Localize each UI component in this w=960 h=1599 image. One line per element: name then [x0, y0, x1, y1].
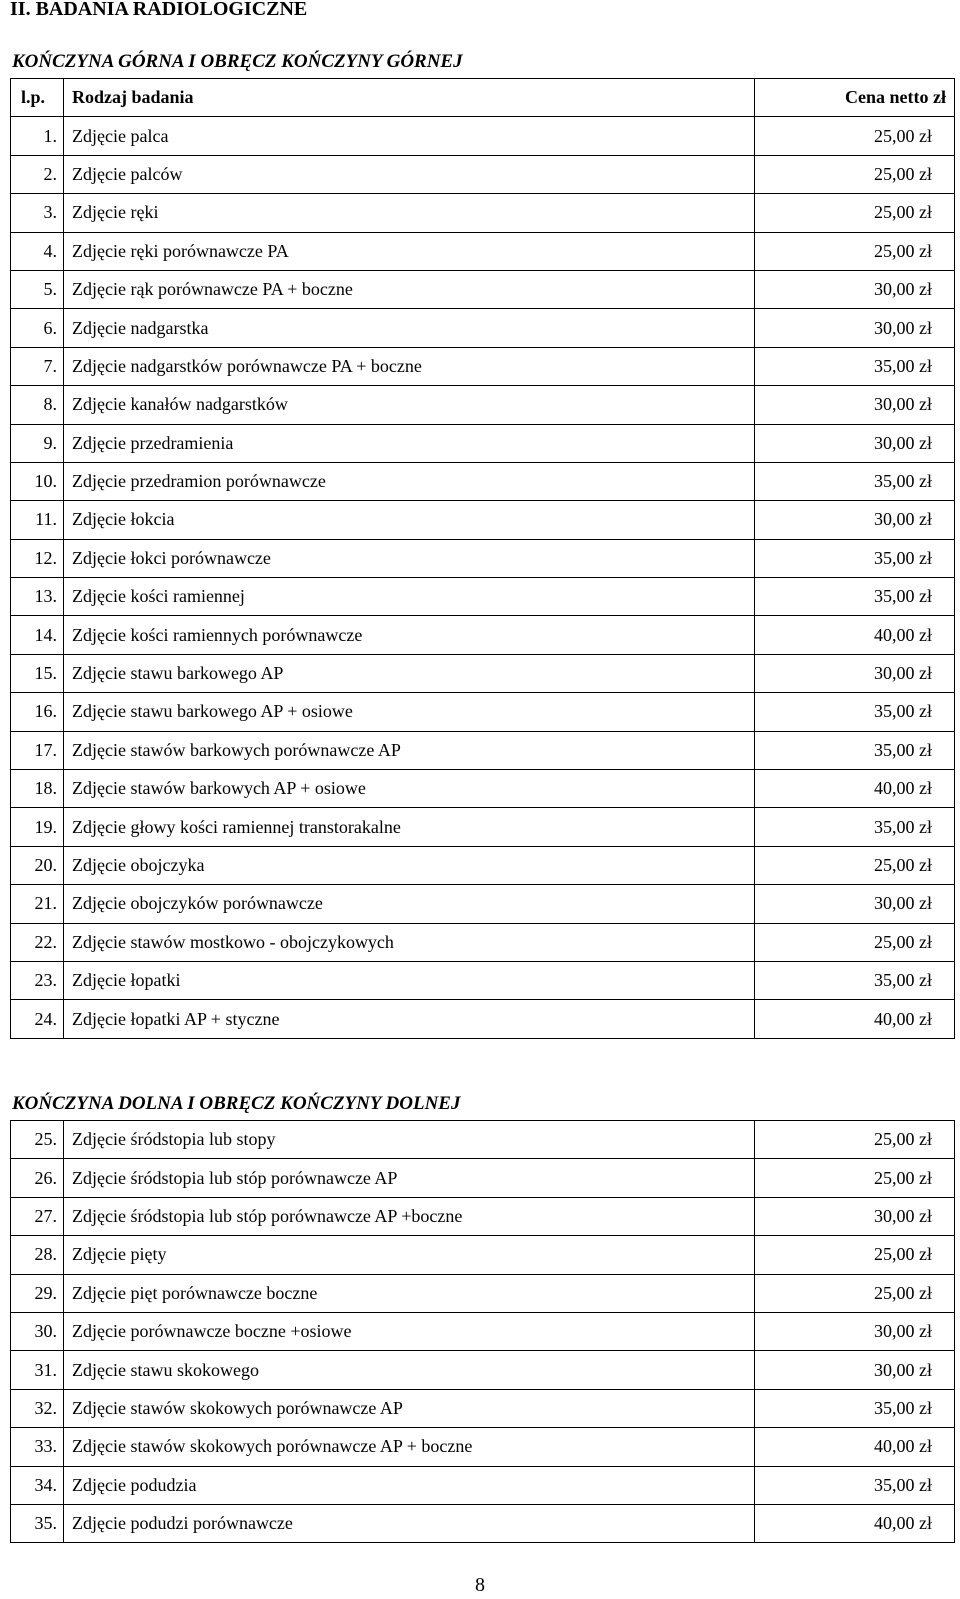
row-number: 19.	[11, 808, 64, 846]
table-row	[11, 731, 955, 769]
table-row	[11, 501, 955, 539]
row-number: 13.	[11, 578, 64, 616]
table-row	[11, 654, 955, 692]
section-title-upper-limb: KOŃCZYNA GÓRNA I OBRĘCZ KOŃCZYNY GÓRNEJ	[12, 51, 463, 72]
exam-name: Zdjęcie śródstopia lub stopy	[64, 1121, 755, 1159]
exam-price: 30,00 zł	[755, 1197, 955, 1235]
exam-price: 25,00 zł	[755, 232, 955, 270]
row-number: 2.	[11, 155, 64, 193]
table-row	[11, 1466, 955, 1504]
row-number: 6.	[11, 309, 64, 347]
exam-name: Zdjęcie palca	[64, 117, 755, 155]
row-number: 23.	[11, 961, 64, 999]
exam-price: 30,00 zł	[755, 386, 955, 424]
exam-price: 25,00 zł	[755, 923, 955, 961]
row-number: 7.	[11, 347, 64, 385]
row-number: 24.	[11, 1000, 64, 1038]
table-row	[11, 270, 955, 308]
table-row	[11, 117, 955, 155]
exam-name: Zdjęcie przedramienia	[64, 424, 755, 462]
exam-name: Zdjęcie łokci porównawcze	[64, 539, 755, 577]
exam-name: Zdjęcie podudzi porównawcze	[64, 1504, 755, 1542]
table-row	[11, 616, 955, 654]
row-number: 25.	[11, 1121, 64, 1159]
row-number: 21.	[11, 885, 64, 923]
exam-price: 35,00 zł	[755, 961, 955, 999]
exam-price: 35,00 zł	[755, 347, 955, 385]
row-number: 35.	[11, 1504, 64, 1542]
table-row	[11, 309, 955, 347]
row-number: 14.	[11, 616, 64, 654]
exam-name: Zdjęcie stawów skokowych porównawcze AP + boczne	[64, 1428, 755, 1466]
exam-name: Zdjęcie stawów barkowych AP + osiowe	[64, 770, 755, 808]
table-row	[11, 462, 955, 500]
table-row	[11, 1274, 955, 1312]
table-body-lower-limb	[11, 1121, 955, 1543]
exam-name: Zdjęcie łokcia	[64, 501, 755, 539]
exam-price: 35,00 zł	[755, 693, 955, 731]
row-number: 3.	[11, 194, 64, 232]
row-number: 18.	[11, 770, 64, 808]
table-row	[11, 155, 955, 193]
exam-price: 25,00 zł	[755, 155, 955, 193]
exam-name: Zdjęcie kości ramiennych porównawcze	[64, 616, 755, 654]
table-row	[11, 1159, 955, 1197]
exam-name: Zdjęcie łopatki	[64, 961, 755, 999]
exam-price: 25,00 zł	[755, 117, 955, 155]
table-row	[11, 539, 955, 577]
row-number: 27.	[11, 1197, 64, 1235]
row-number: 32.	[11, 1389, 64, 1427]
exam-price: 30,00 zł	[755, 654, 955, 692]
exam-name: Zdjęcie obojczyka	[64, 846, 755, 884]
exam-name: Zdjęcie śródstopia lub stóp porównawcze AP	[64, 1159, 755, 1197]
table-row	[11, 424, 955, 462]
exam-price: 30,00 zł	[755, 501, 955, 539]
exam-price: 30,00 zł	[755, 309, 955, 347]
exam-name: Zdjęcie stawów skokowych porównawcze AP	[64, 1389, 755, 1427]
exam-price: 35,00 zł	[755, 731, 955, 769]
table-row	[11, 1504, 955, 1542]
exam-name: Zdjęcie pięty	[64, 1236, 755, 1274]
exam-name: Zdjęcie nadgarstków porównawcze PA + boczne	[64, 347, 755, 385]
exam-name: Zdjęcie stawu barkowego AP + osiowe	[64, 693, 755, 731]
table-row	[11, 347, 955, 385]
page-heading: II. BADANIA RADIOLOGICZNE	[10, 0, 308, 20]
exam-price: 40,00 zł	[755, 1000, 955, 1038]
table-row	[11, 1351, 955, 1389]
row-number: 16.	[11, 693, 64, 731]
section-title-lower-limb: KOŃCZYNA DOLNA I OBRĘCZ KOŃCZYNY DOLNEJ	[12, 1093, 461, 1114]
exam-price: 35,00 zł	[755, 808, 955, 846]
table-row	[11, 693, 955, 731]
exam-name: Zdjęcie nadgarstka	[64, 309, 755, 347]
table-row	[11, 194, 955, 232]
exam-price: 40,00 zł	[755, 616, 955, 654]
exam-price: 25,00 zł	[755, 1159, 955, 1197]
row-number: 8.	[11, 386, 64, 424]
row-number: 5.	[11, 270, 64, 308]
exam-price: 25,00 zł	[755, 846, 955, 884]
exam-name: Zdjęcie ręki	[64, 194, 755, 232]
table-row	[11, 1428, 955, 1466]
price-table-upper-limb	[10, 78, 955, 1039]
table-row	[11, 846, 955, 884]
exam-name: Zdjęcie podudzia	[64, 1466, 755, 1504]
row-number: 4.	[11, 232, 64, 270]
table-row	[11, 923, 955, 961]
exam-name: Zdjęcie obojczyków porównawcze	[64, 885, 755, 923]
table-row	[11, 770, 955, 808]
table-row	[11, 1197, 955, 1235]
table-row	[11, 1121, 955, 1159]
exam-price: 40,00 zł	[755, 1504, 955, 1542]
table-row	[11, 1000, 955, 1038]
exam-price: 30,00 zł	[755, 270, 955, 308]
exam-price: 25,00 zł	[755, 194, 955, 232]
exam-name: Zdjęcie stawów mostkowo - obojczykowych	[64, 923, 755, 961]
exam-price: 40,00 zł	[755, 1428, 955, 1466]
row-number: 12.	[11, 539, 64, 577]
header-exam-type: Rodzaj badania	[64, 79, 755, 117]
exam-name: Zdjęcie ręki porównawcze PA	[64, 232, 755, 270]
exam-price: 25,00 zł	[755, 1121, 955, 1159]
exam-price: 40,00 zł	[755, 770, 955, 808]
exam-price: 30,00 zł	[755, 1351, 955, 1389]
exam-price: 35,00 zł	[755, 539, 955, 577]
price-table-lower-limb	[10, 1120, 955, 1543]
exam-name: Zdjęcie kości ramiennej	[64, 578, 755, 616]
row-number: 20.	[11, 846, 64, 884]
exam-price: 30,00 zł	[755, 1312, 955, 1350]
row-number: 10.	[11, 462, 64, 500]
row-number: 15.	[11, 654, 64, 692]
table-row	[11, 885, 955, 923]
exam-price: 35,00 zł	[755, 1466, 955, 1504]
exam-name: Zdjęcie śródstopia lub stóp porównawcze AP +boczne	[64, 1197, 755, 1235]
header-lp: l.p.	[11, 79, 64, 117]
row-number: 29.	[11, 1274, 64, 1312]
exam-price: 30,00 zł	[755, 424, 955, 462]
exam-price: 25,00 zł	[755, 1274, 955, 1312]
exam-name: Zdjęcie głowy kości ramiennej transtorakalne	[64, 808, 755, 846]
table-row	[11, 578, 955, 616]
table-row	[11, 808, 955, 846]
row-number: 30.	[11, 1312, 64, 1350]
exam-name: Zdjęcie przedramion porównawcze	[64, 462, 755, 500]
exam-name: Zdjęcie łopatki AP + styczne	[64, 1000, 755, 1038]
row-number: 26.	[11, 1159, 64, 1197]
row-number: 33.	[11, 1428, 64, 1466]
exam-name: Zdjęcie stawu barkowego AP	[64, 654, 755, 692]
exam-price: 30,00 zł	[755, 885, 955, 923]
table-row	[11, 961, 955, 999]
table-row	[11, 1389, 955, 1427]
exam-price: 35,00 zł	[755, 578, 955, 616]
row-number: 17.	[11, 731, 64, 769]
row-number: 11.	[11, 501, 64, 539]
row-number: 22.	[11, 923, 64, 961]
exam-name: Zdjęcie porównawcze boczne +osiowe	[64, 1312, 755, 1350]
row-number: 28.	[11, 1236, 64, 1274]
table-header-row	[11, 79, 955, 117]
exam-name: Zdjęcie stawu skokowego	[64, 1351, 755, 1389]
exam-price: 35,00 zł	[755, 462, 955, 500]
row-number: 31.	[11, 1351, 64, 1389]
row-number: 34.	[11, 1466, 64, 1504]
table-row	[11, 386, 955, 424]
page-number: 8	[475, 1574, 485, 1596]
table-row	[11, 232, 955, 270]
table-row	[11, 1312, 955, 1350]
header-price: Cena netto zł	[755, 79, 955, 117]
exam-name: Zdjęcie pięt porównawcze boczne	[64, 1274, 755, 1312]
exam-name: Zdjęcie kanałów nadgarstków	[64, 386, 755, 424]
exam-name: Zdjęcie stawów barkowych porównawcze AP	[64, 731, 755, 769]
row-number: 1.	[11, 117, 64, 155]
table-body-upper-limb	[11, 117, 955, 1038]
exam-name: Zdjęcie rąk porównawcze PA + boczne	[64, 270, 755, 308]
exam-price: 35,00 zł	[755, 1389, 955, 1427]
exam-price: 25,00 zł	[755, 1236, 955, 1274]
row-number: 9.	[11, 424, 64, 462]
table-row	[11, 1236, 955, 1274]
exam-name: Zdjęcie palców	[64, 155, 755, 193]
